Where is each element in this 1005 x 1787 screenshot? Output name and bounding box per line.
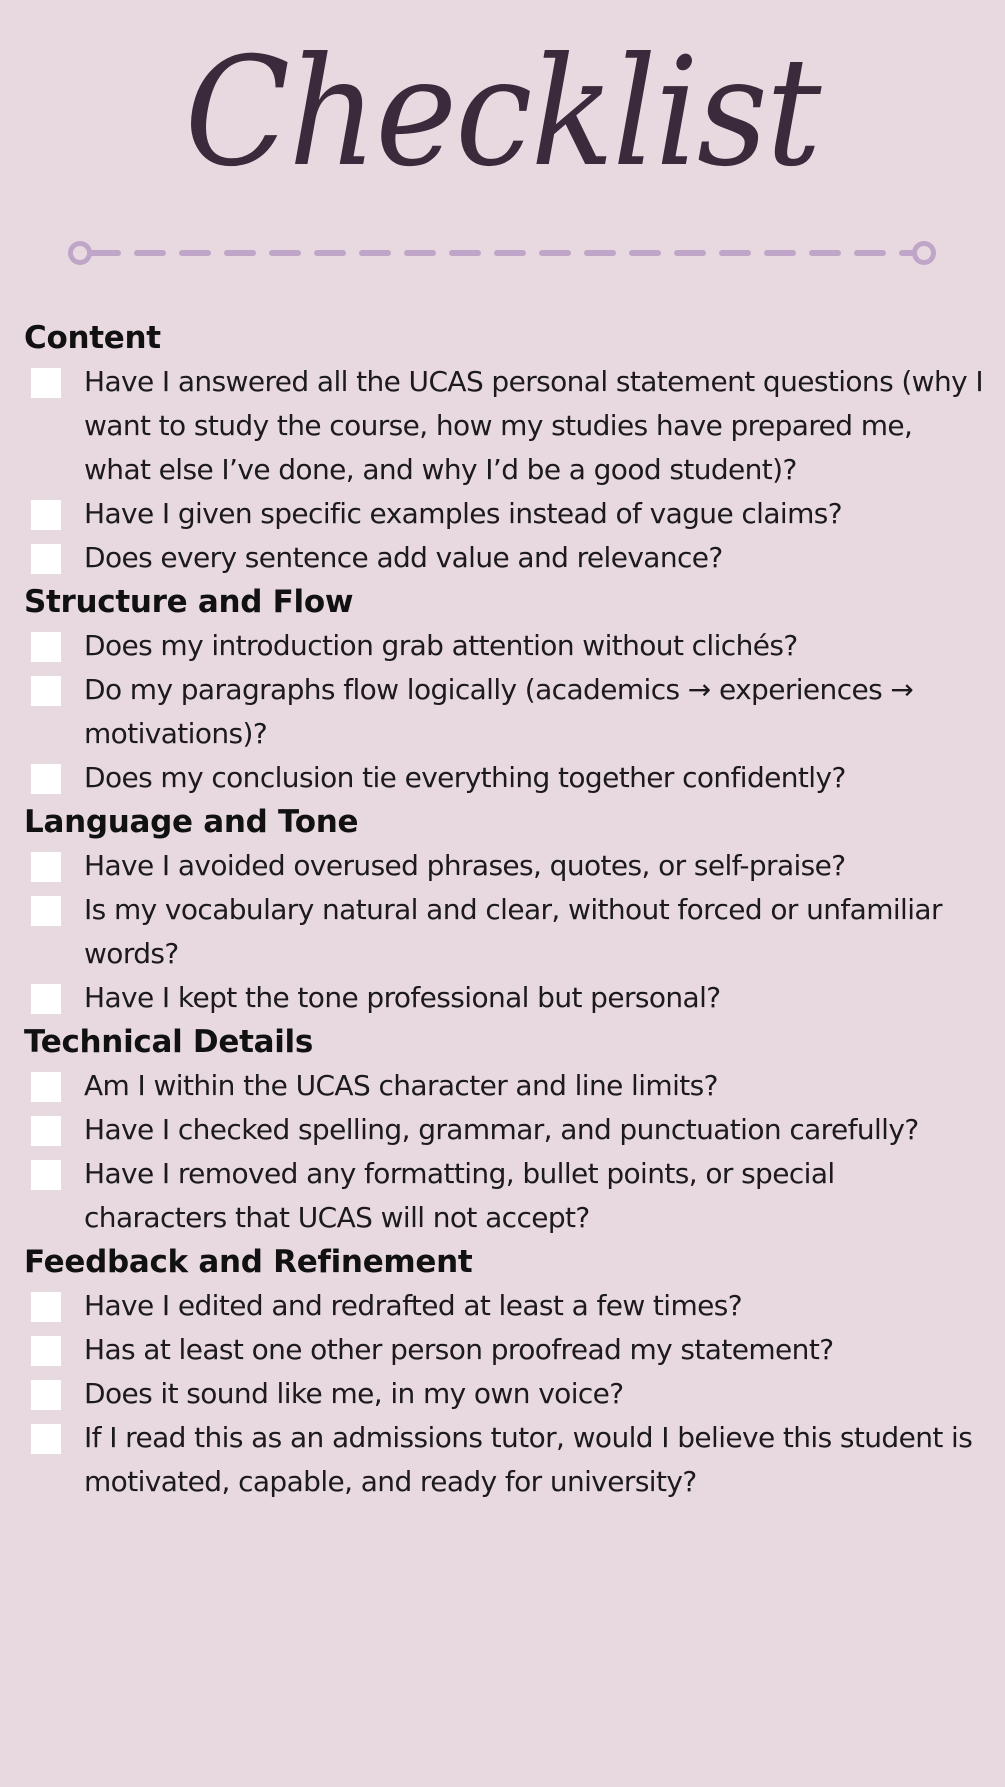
checklist-item-text: Does it sound like me, in my own voice? — [84, 1377, 624, 1410]
checklist — [24, 316, 984, 1504]
checkbox[interactable] — [30, 1423, 62, 1455]
checklist-item-text: Am I within the UCAS character and line limits? — [84, 1069, 718, 1102]
title-divider — [68, 238, 938, 268]
checklist-section — [24, 316, 984, 580]
checkbox[interactable] — [30, 543, 62, 575]
checklist-item-text: Have I avoided overused phrases, quotes, or self-praise? — [84, 849, 846, 882]
section-heading: Technical Details — [24, 1024, 314, 1060]
checkbox[interactable] — [30, 851, 62, 883]
checklist-item[interactable] — [24, 1328, 984, 1372]
checklist-item-text: Has at least one other person proofread my statement? — [84, 1333, 834, 1366]
checklist-section — [24, 800, 984, 1020]
checklist-section — [24, 1020, 984, 1240]
checklist-item[interactable] — [24, 888, 984, 976]
checklist-item-text: Have I checked spelling, grammar, and punctuation carefully? — [84, 1113, 919, 1146]
page-title — [0, 8, 1005, 218]
checklist-item-text: Have I removed any formatting, bullet points, or special characters that UCAS will not accept? — [84, 1157, 835, 1234]
checklist-item[interactable] — [24, 536, 984, 580]
checklist-item[interactable] — [24, 844, 984, 888]
checklist-item-text: Have I answered all the UCAS personal statement questions (why I want to study the course, how my studies have prepared me, what else I’ve done, and why I’d be a good student)? — [84, 365, 984, 486]
checklist-item[interactable] — [24, 1064, 984, 1108]
checklist-item-text: Have I given specific examples instead of vague claims? — [84, 497, 843, 530]
checkbox[interactable] — [30, 1115, 62, 1147]
checklist-item-text: Have I edited and redrafted at least a few times? — [84, 1289, 743, 1322]
checklist-item[interactable] — [24, 624, 984, 668]
checkbox[interactable] — [30, 675, 62, 707]
checklist-item[interactable] — [24, 1284, 984, 1328]
checkbox[interactable] — [30, 1291, 62, 1323]
checklist-item[interactable] — [24, 668, 984, 756]
checklist-item-text: Is my vocabulary natural and clear, without forced or unfamiliar words? — [84, 893, 942, 970]
checklist-item-text: If I read this as an admissions tutor, would I believe this student is motivated, capable, and ready for university? — [84, 1421, 973, 1498]
section-heading: Language and Tone — [24, 804, 359, 840]
checklist-item[interactable] — [24, 1152, 984, 1240]
checkbox[interactable] — [30, 1379, 62, 1411]
checklist-item[interactable] — [24, 976, 984, 1020]
checklist-item[interactable] — [24, 756, 984, 800]
section-heading: Structure and Flow — [24, 584, 354, 620]
checkbox[interactable] — [30, 499, 62, 531]
checkbox[interactable] — [30, 1159, 62, 1191]
checkbox[interactable] — [30, 763, 62, 795]
checklist-item[interactable] — [24, 1108, 984, 1152]
divider-left-dot — [71, 244, 90, 263]
checklist-item[interactable] — [24, 360, 984, 492]
checklist-item-text: Does my introduction grab attention without clichés? — [84, 629, 798, 662]
checkbox[interactable] — [30, 1071, 62, 1103]
checklist-item-text: Does every sentence add value and relevance? — [84, 541, 723, 574]
checkbox[interactable] — [30, 631, 62, 663]
checklist-section — [24, 580, 984, 800]
checkbox[interactable] — [30, 983, 62, 1015]
checklist-item-text: Do my paragraphs flow logically (academics → experiences → motivations)? — [84, 673, 914, 750]
checklist-item-text: Does my conclusion tie everything together confidently? — [84, 761, 846, 794]
section-heading: Content — [24, 320, 161, 356]
checkbox[interactable] — [30, 1335, 62, 1367]
checklist-item[interactable] — [24, 492, 984, 536]
checkbox[interactable] — [30, 367, 62, 399]
checklist-section — [24, 1240, 984, 1504]
checkbox[interactable] — [30, 895, 62, 927]
section-heading: Feedback and Refinement — [24, 1244, 473, 1280]
checklist-item[interactable] — [24, 1416, 984, 1504]
divider-right-dot — [915, 244, 934, 263]
page-title-text: Checklist — [184, 26, 821, 200]
checklist-item-text: Have I kept the tone professional but personal? — [84, 981, 721, 1014]
checklist-item[interactable] — [24, 1372, 984, 1416]
